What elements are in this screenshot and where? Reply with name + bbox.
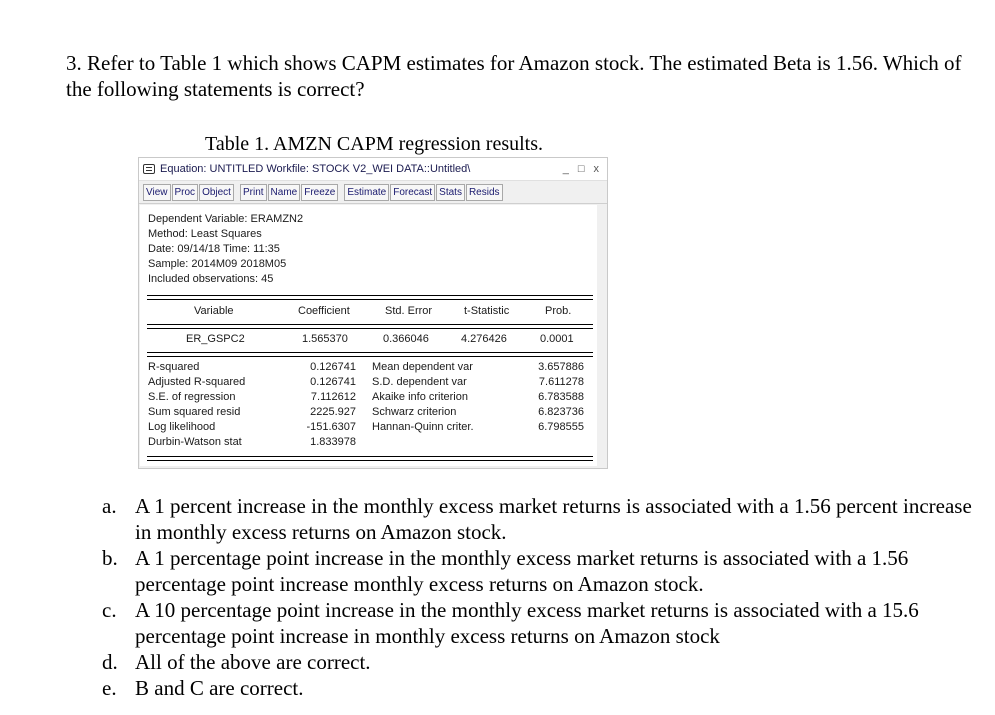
stat-value: 7.112612	[310, 391, 356, 403]
stat-label: Schwarz criterion	[372, 406, 457, 418]
freeze-button[interactable]: Freeze	[301, 184, 338, 201]
stat-label: R-squared	[148, 361, 200, 373]
stats-button[interactable]: Stats	[436, 184, 465, 201]
sample-line: Sample: 2014M09 2018M05	[148, 258, 287, 270]
coef-t-statistic: 4.276426	[461, 333, 507, 345]
stat-label: Akaike info criterion	[372, 391, 468, 403]
option-letter: e.	[102, 676, 117, 700]
table-caption: Table 1. AMZN CAPM regression results.	[205, 133, 544, 155]
stat-label: S.E. of regression	[148, 391, 236, 403]
question-text: 3. Refer to Table 1 which shows CAPM estimates for Amazon stock. The estimated Beta is 1.56. Which of the following statements is correct?	[66, 51, 962, 101]
regression-output[interactable]	[140, 205, 597, 466]
stat-value: 7.611278	[538, 376, 584, 388]
divider	[147, 324, 593, 329]
answer-option-c[interactable]	[102, 597, 972, 649]
stat-value: 2225.927	[310, 406, 356, 418]
eviews-equation-window[interactable]	[138, 157, 608, 469]
observations-line: Included observations: 45	[148, 273, 274, 285]
stat-label: S.D. dependent var	[372, 376, 467, 388]
stat-label: Sum squared resid	[148, 406, 241, 418]
divider	[147, 295, 593, 300]
window-titlebar[interactable]	[139, 158, 607, 181]
method-line: Method: Least Squares	[148, 228, 262, 240]
minimize-icon[interactable]: _	[562, 163, 569, 175]
stat-value: 6.823736	[538, 406, 584, 418]
divider	[147, 352, 593, 357]
proc-button[interactable]: Proc	[172, 184, 199, 201]
stat-value: 6.798555	[538, 421, 584, 433]
stat-label: Log likelihood	[148, 421, 216, 433]
divider	[147, 456, 593, 461]
toolbar	[139, 181, 607, 204]
date-line: Date: 09/14/18 Time: 11:35	[148, 243, 280, 255]
option-text: All of the above are correct.	[135, 650, 371, 674]
stat-value: 1.833978	[310, 436, 356, 448]
window-title: Equation: UNTITLED Workfile: STOCK V2_WEI DATA::Untitled\	[160, 163, 471, 175]
stat-value: 0.126741	[310, 361, 356, 373]
answer-option-e[interactable]	[102, 675, 972, 701]
coef-coefficient: 1.565370	[302, 333, 348, 345]
answer-option-a[interactable]	[102, 493, 972, 545]
stat-value: 6.783588	[538, 391, 584, 403]
col-std-error: Std. Error	[385, 305, 433, 317]
answer-option-d[interactable]	[102, 649, 972, 675]
view-button[interactable]: View	[143, 184, 171, 201]
coef-prob: 0.0001	[540, 333, 574, 345]
output-header	[148, 212, 303, 287]
coef-variable: ER_GSPC2	[186, 333, 245, 345]
equation-icon	[143, 164, 155, 174]
option-text: A 1 percent increase in the monthly excess market returns is associated with a 1.56 percent increase in monthly excess returns on Amazon stock.	[135, 494, 972, 544]
option-text: A 10 percentage point increase in the monthly excess market returns is associated with a 15.6 percentage point increase in monthly excess returns on Amazon stock	[135, 598, 919, 648]
col-coefficient: Coefficient	[298, 305, 350, 317]
option-letter: c.	[102, 598, 117, 622]
name-button[interactable]: Name	[268, 184, 301, 201]
answer-option-b[interactable]	[102, 545, 972, 597]
col-prob: Prob.	[545, 305, 572, 317]
col-t-statistic: t-Statistic	[464, 305, 510, 317]
stat-value: 3.657886	[538, 361, 584, 373]
stat-label: Hannan-Quinn criter.	[372, 421, 474, 433]
stat-label: Mean dependent var	[372, 361, 473, 373]
col-variable: Variable	[194, 305, 234, 317]
option-letter: b.	[102, 546, 118, 570]
object-button[interactable]: Object	[199, 184, 234, 201]
option-letter: d.	[102, 650, 118, 674]
stat-label: Durbin-Watson stat	[148, 436, 242, 448]
dependent-variable-line: Dependent Variable: ERAMZN2	[148, 213, 304, 225]
option-letter: a.	[102, 494, 117, 518]
forecast-button[interactable]: Forecast	[390, 184, 435, 201]
stat-value: 0.126741	[310, 376, 356, 388]
stat-value: -151.6307	[306, 421, 356, 433]
option-text: B and C are correct.	[135, 676, 304, 700]
stat-label: Adjusted R-squared	[148, 376, 246, 388]
coef-std-error: 0.366046	[383, 333, 429, 345]
print-button[interactable]: Print	[240, 184, 267, 201]
close-icon[interactable]: x	[593, 163, 599, 175]
answer-options	[102, 493, 972, 701]
estimate-button[interactable]: Estimate	[344, 184, 389, 201]
option-text: A 1 percentage point increase in the monthly excess market returns is associated with a 1.56 percentage point increase monthly excess returns on Amazon stock.	[135, 546, 909, 596]
resids-button[interactable]: Resids	[466, 184, 503, 201]
maximize-icon[interactable]: □	[577, 163, 585, 175]
